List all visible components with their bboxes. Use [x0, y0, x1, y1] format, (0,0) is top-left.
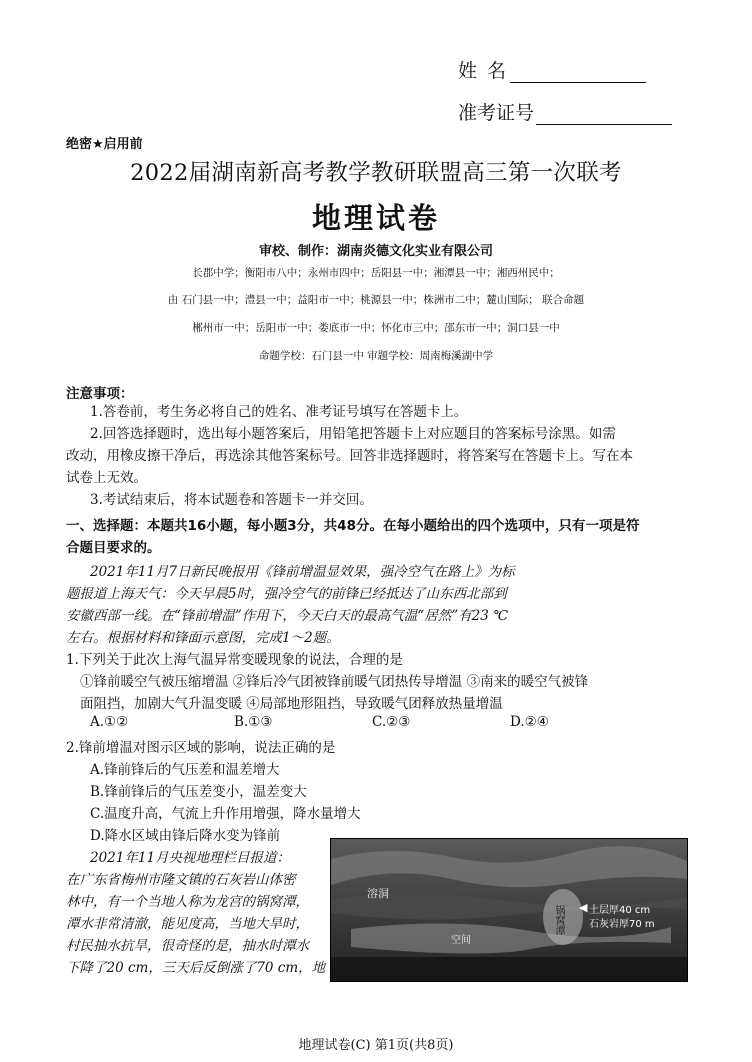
section-1-heading-cont: 合题目要求的。	[66, 540, 161, 556]
schools-line-3: 郴州市一中；岳阳市一中；娄底市一中；怀化市三中；邵东市一中；洞口县一中	[192, 322, 560, 334]
page-footer: 地理试卷(C) 第1页(共8页)	[298, 1038, 454, 1053]
name-underline	[510, 60, 646, 83]
schools-line-2: 由 石门县一中；澧县一中；益阳市一中；桃源县一中；株洲市二中；麓山国际； 联合命题	[167, 294, 585, 306]
name-field[interactable]	[458, 56, 646, 83]
exam-id-label: 准考证号	[458, 102, 535, 124]
question-1-option-c[interactable]: C.②③	[372, 714, 411, 730]
question-1-stem: 1.下列关于此次上海气温异常变暖现象的说法，合理的是	[66, 652, 403, 668]
secret-mark: 绝密★启用前	[66, 137, 143, 152]
material-2-line-3: 林中，有一个当地人称为龙宫的锅窝潭，	[66, 894, 309, 910]
material-1-line-2: 题报道上海天气：今天早晨5时，强冷空气的前锋已经抵达了山东西北部到	[66, 586, 507, 602]
material-2-line-6: 下降了20 cm，三天后反倒涨了70 cm，地	[66, 960, 326, 976]
note-3: 3.考试结束后，将本试题卷和答题卡一并交回。	[90, 492, 373, 508]
material-1-line-3: 安徽西部一线。在“锋前增温”作用下，今天白天的最高气温“居然”有23 ℃	[66, 608, 509, 624]
note-2c: 试卷上无效。	[66, 470, 147, 486]
label-cave: 溶洞	[367, 887, 389, 900]
note-1: 1.答卷前，考生务必将自己的姓名、准考证号填写在答题卡上。	[90, 404, 468, 420]
question-1-choices-line-1: ①锋前暖空气被压缩增温 ②锋后冷气团被锋前暖气团热传导增温 ③南来的暖空气被锋	[80, 674, 589, 690]
subject-title: 地理试卷	[311, 201, 440, 235]
material-2-line-4: 潭水非常清澈，能见度高，当地大旱时，	[66, 916, 309, 932]
material-2-line-5: 村民抽水抗旱，很奇怪的是，抽水时潭水	[66, 938, 309, 954]
question-2-option-c[interactable]: C.温度升高，气流上升作用增强，降水量增大	[90, 806, 361, 822]
question-1-option-a[interactable]: A.①②	[90, 714, 129, 730]
material-2-line-2: 在广东省梅州市隆文镇的石灰岩山体密	[66, 872, 296, 888]
name-label: 姓 名	[458, 60, 509, 82]
question-1-choices-line-2: 面阻挡，加剧大气升温变暖 ④局部地形阻挡，导致暖气团释放热量增温	[80, 696, 503, 712]
exam-id-underline	[536, 102, 672, 125]
note-2a: 2.回答选择题时，选出每小题答案后，用铅笔把答题卡上对应题目的答案标号涂黑。如需	[90, 426, 616, 442]
question-1-option-d[interactable]: D.②④	[510, 714, 549, 730]
figure-note-soil: 土层厚40 cm	[589, 905, 651, 916]
note-2b: 改动，用橡皮擦干净后，再选涂其他答案标号。回答非选择题时，将答案写在答题卡上。写在本	[66, 448, 633, 464]
exam-title: 2022届湖南新高考教学教研联盟高三第一次联考	[130, 160, 622, 186]
review-line: 审校、制作：湖南炎德文化实业有限公司	[258, 244, 493, 259]
schools-line-1: 长郡中学；衡阳市八中；永州市四中；岳阳县一中；湘潭县一中；湘西州民中；	[192, 267, 560, 279]
material-1-line-4: 左右。根据材料和锋面示意图，完成1～2题。	[66, 630, 340, 646]
exam-id-field[interactable]	[458, 98, 672, 125]
question-2-option-b[interactable]: B.锋前锋后的气压差变小，温差变大	[90, 784, 307, 800]
label-space: 空间	[451, 935, 471, 946]
material-1-line-1: 2021年11月7日新民晚报用《锋前增温显效果，强冷空气在路上》为标	[90, 564, 515, 580]
schools-line-4: 命题学校：石门县一中 审题学校：周南梅溪湖中学	[258, 350, 494, 362]
section-1-heading: 一、选择题：本题共16小题，每小题3分，共48分。在每小题给出的四个选项中，只有一项是符	[66, 518, 640, 534]
bedrock	[331, 957, 687, 981]
question-1-option-b[interactable]: B.①③	[234, 714, 273, 730]
figure-note-limestone: 石灰岩厚70 m	[589, 919, 655, 930]
cave-cross-section-figure	[330, 838, 688, 982]
material-2-line-1: 2021年11月央视地理栏目报道：	[90, 850, 291, 866]
notes-heading: 注意事项：	[66, 386, 134, 402]
arrow-icon: ◀	[579, 901, 588, 914]
label-pool: 锅窝潭	[553, 905, 564, 935]
question-2-stem: 2.锋前增温对图示区域的影响，说法正确的是	[66, 740, 336, 756]
question-2-option-d[interactable]: D.降水区域由锋后降水变为锋前	[90, 828, 281, 844]
question-2-option-a[interactable]: A.锋前锋后的气压差和温差增大	[90, 762, 280, 778]
